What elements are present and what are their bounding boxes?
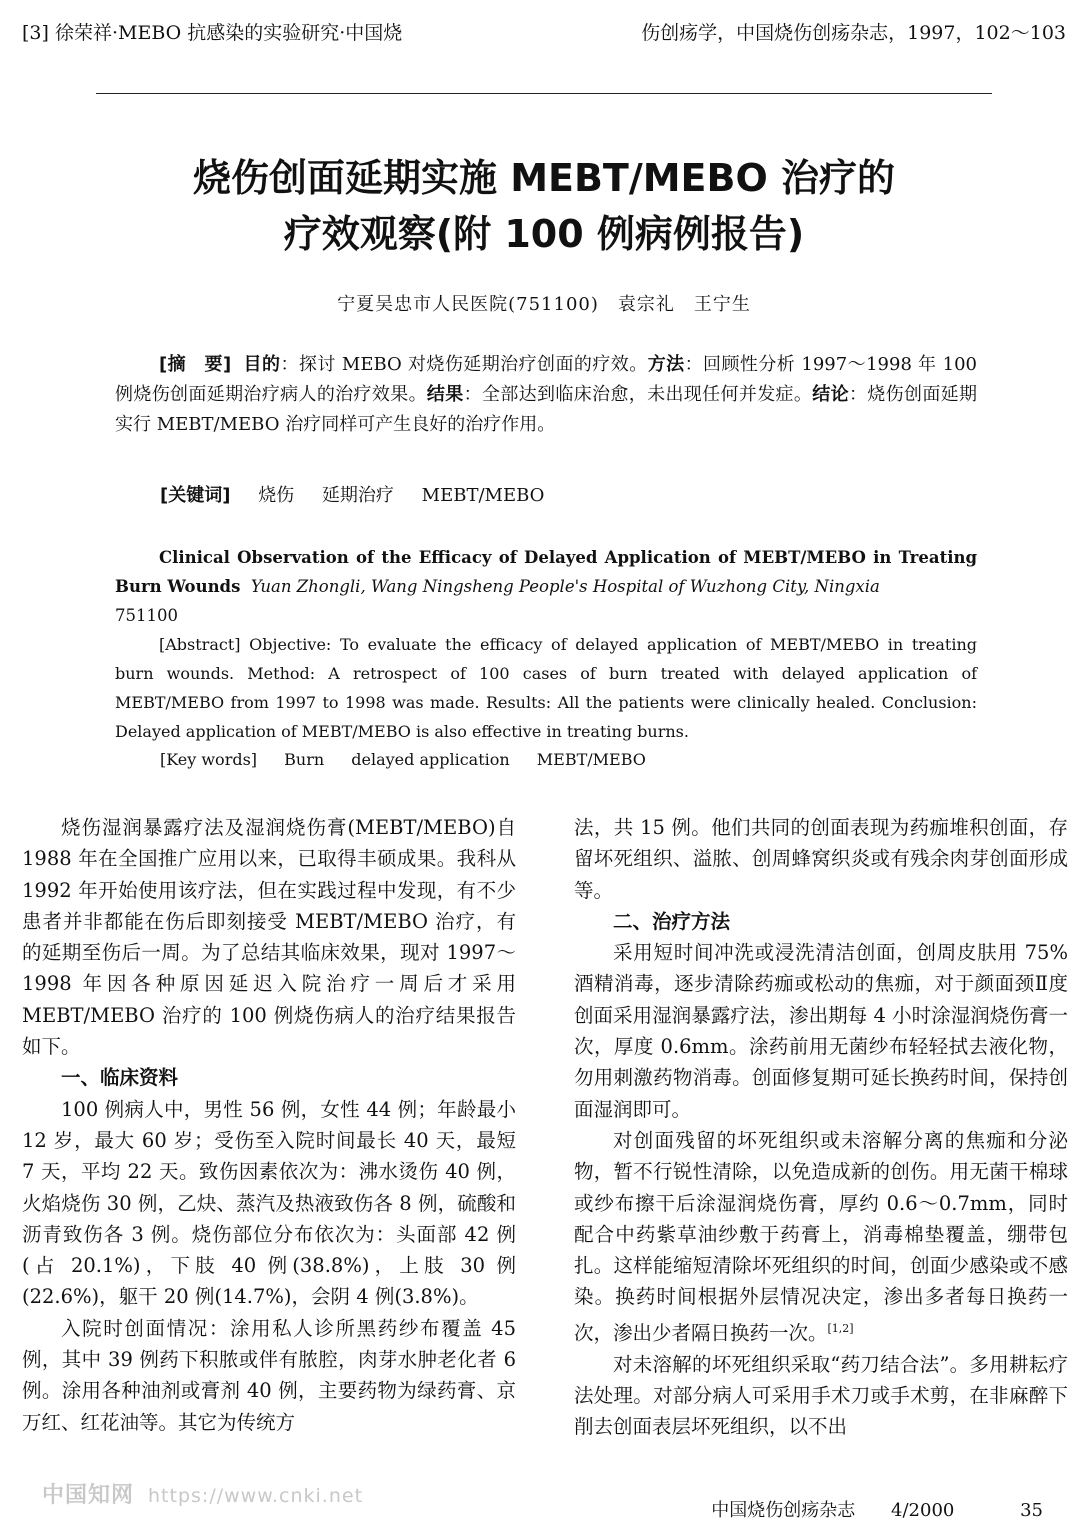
english-postcode: 751100: [115, 606, 178, 625]
footer-issue: 4/2000: [891, 1500, 955, 1521]
method-label: 方法: [647, 354, 685, 375]
header-rule: [96, 93, 992, 94]
english-keyword-item: Burn: [284, 750, 325, 769]
keywords-label: [关键词]: [160, 485, 231, 506]
method-text: ：回顾性分析 1997～1998 年 100 例烧伤创面延期治疗病人的治疗效果。: [115, 354, 978, 405]
english-keywords: [160, 750, 646, 769]
keywords-zh: [160, 481, 544, 507]
abstract-label: [摘 要]: [159, 354, 232, 375]
body-paragraph: 烧伤湿润暴露疗法及湿润烧伤膏(MEBT/MEBO)自 1988 年在全国推广应用以来，已取得丰硕成果。我科从 1992 年开始使用该疗法，但在实践过程中发现，有不少患者并非都能在伤后即刻接受 MEBT/MEBO 治疗，有的延期至伤后一周。为了总结其临床效果，现对 1997～1998 年因各种原因延迟入院治疗一周后才采用 MEBT/MEBO 治疗的 100 例烧伤病人的治疗结果报告如下。: [22, 816, 516, 1059]
english-title-block: [115, 543, 977, 630]
body-paragraph: 采用短时间冲洗或浸洗清洁创面，创周皮肤用 75%酒精消毒，逐步清除药痂或松动的焦痂，对于颜面颈Ⅱ度创面采用湿润暴露疗法，渗出期每 4 小时涂湿润烧伤膏一次，厚度 0.6mm。涂药前用无菌纱布轻轻拭去液化物，勿用刺激药物消毒。创面修复期可延长换药时间，保持创面湿润即可。: [574, 941, 1068, 1121]
affiliation: 宁夏吴忠市人民医院(751100) 袁宗礼 王宁生: [337, 294, 751, 315]
abstract-zh: [115, 350, 977, 440]
paper-title: [60, 150, 1028, 262]
keyword-item: 烧伤: [258, 485, 295, 506]
objective-label: 目的: [243, 354, 281, 375]
title-line-2: 疗效观察(附 100 例病例报告): [283, 212, 805, 256]
english-abstract: [Abstract] Objective: To evaluate the efficacy of delayed application of MEBT/MEBO in treating burn wounds. Method: A retrospect of 100 cases of burn treated with delayed application of MEBT/MEBO from 1997 to 1998 was made. Results: All the patients were clinically healed. Conclusion: Delayed application of MEBT/MEBO is also effective in treating burns.: [115, 635, 977, 741]
body-paragraph: 法，共 15 例。他们共同的创面表现为药痂堆积创面，存留坏死组织、溢脓、创周蜂窝织炎或有残余肉芽创面形成等。: [574, 816, 1068, 902]
section-heading: 一、临床资料: [61, 1066, 179, 1090]
body-paragraph: [574, 1125, 1068, 1349]
watermark-url: https://www.cnki.net: [148, 1485, 364, 1507]
result-text: ：全部达到临床治愈，未出现任何并发症。: [463, 384, 813, 405]
english-title: Clinical Observation of the Efficacy of Delayed Application of MEBT/MEBO in Treating Burn Wounds: [115, 548, 977, 596]
body-paragraph: 对未溶解的坏死组织采取“药刀结合法”。多用耕耘疗法处理。对部分病人可采用手术刀或手术剪，在非麻醉下削去创面表层坏死组织，以不出: [574, 1352, 1068, 1439]
english-keyword-item: MEBT/MEBO: [536, 750, 646, 769]
keyword-item: 延期治疗: [321, 485, 394, 506]
cnki-watermark: [42, 1478, 363, 1509]
body-right-column: [574, 812, 1068, 1442]
footer-journal: 中国烧伤创疡杂志: [711, 1500, 856, 1521]
objective-text: ：探讨 MEBO 对烧伤延期治疗创面的疗效。: [280, 354, 648, 375]
footer-page-number: 35: [1020, 1500, 1043, 1521]
result-label: 结果: [426, 384, 464, 405]
body-paragraph: 100 例病人中，男性 56 例，女性 44 例；年龄最小 12 岁，最大 60 岁；受伤至入院时间最长 40 天，最短 7 天，平均 22 天。致伤因素依次为：沸水烫伤 40 例，火焰烧伤 30 例，乙炔、蒸汽及热液致伤各 8 例，硫酸和沥青致伤各 3 例。烧伤部位分布依次为：头面部 42 例(占 20.1%)，下肢 40 例(38.8%)，上肢 30 例(22.6%)，躯干 20 例(14.7%)，会阴 4 例(3.8%)。: [22, 1097, 516, 1309]
body-paragraph-text: 对创面残留的坏死组织或未溶解分离的焦痂和分泌物，暂不行锐性清除，以免造成新的创伤。用无菌干棉球或纱布擦干后涂湿润烧伤膏，厚约 0.6～0.7mm，同时配合中药紫草油纱敷于药膏上，消毒棉垫覆盖，绷带包扎。这样能缩短清除坏死组织的时间，创面少感染或不感染。换药时间根据外层情况决定，渗出多者每日换药一次，渗出少者隔日换药一次。: [574, 1128, 1068, 1345]
body-paragraph: 入院时创面情况：涂用私人诊所黑药纱布覆盖 45 例，其中 39 例药下积脓或伴有脓腔，肉芽水肿老化者 6 例。涂用各种油剂或膏剂 40 例，主要药物为绿药膏、京万红、红花油等。其它为传统方: [22, 1316, 516, 1434]
page-footer: [711, 1496, 1043, 1522]
section-heading: 二、治疗方法: [613, 909, 731, 933]
header-reference: [3] 徐荣祥·MEBO 抗感染的实验研究·中国烧: [22, 22, 403, 44]
header-citation: 伤创疡学，中国烧伤创疡杂志，1997，102～103: [641, 22, 1066, 44]
watermark-text: 中国知网: [42, 1483, 135, 1508]
title-line-1: 烧伤创面延期实施 MEBT/MEBO 治疗的: [192, 156, 896, 200]
english-keywords-label: [Key words]: [160, 750, 258, 769]
english-keyword-item: delayed application: [351, 750, 510, 769]
citation-ref: [1,2]: [827, 1321, 854, 1335]
keyword-item: MEBT/MEBO: [421, 485, 545, 506]
conclusion-label: 结论: [812, 384, 849, 405]
body-left-column: [22, 812, 516, 1438]
conclusion-text: ：烧伤创面延期实行 MEBT/MEBO 治疗同样可产生良好的治疗作用。: [115, 384, 978, 435]
english-authors: Yuan Zhongli, Wang Ningsheng People's Hospital of Wuzhong City, Ningxia: [250, 577, 880, 596]
